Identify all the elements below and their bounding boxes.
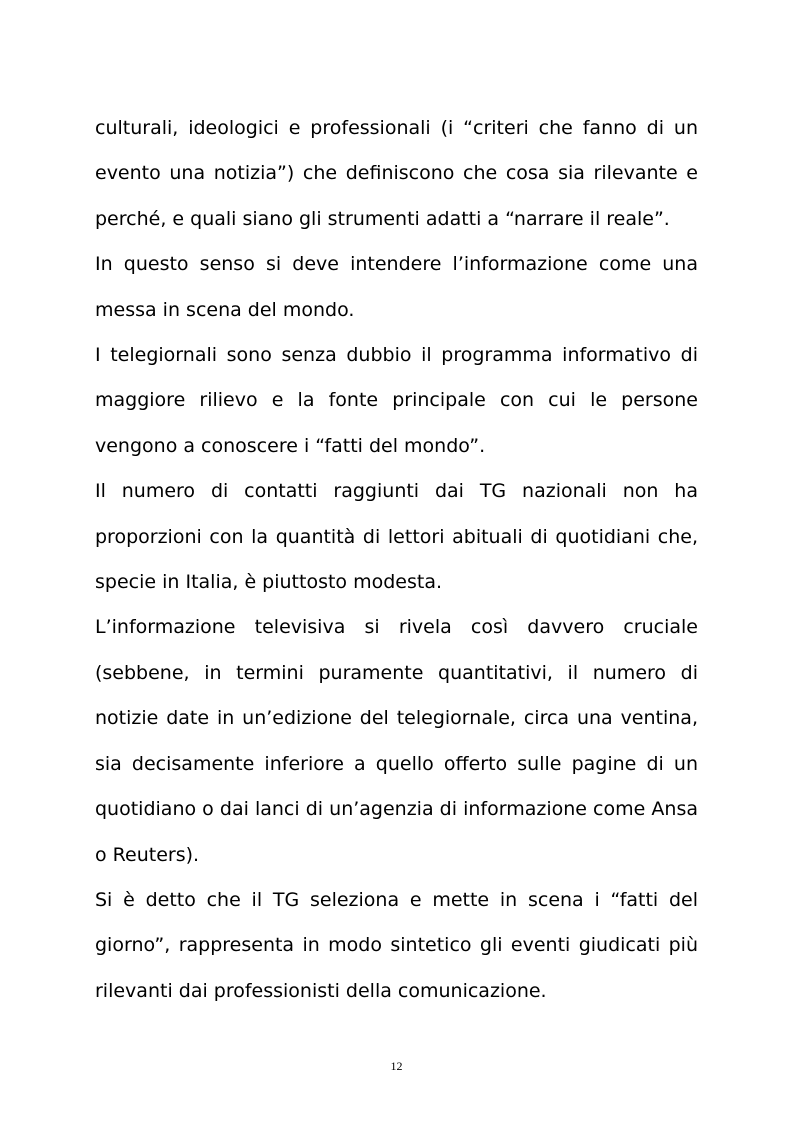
paragraph-2: In questo senso si deve intendere l’informazione come una messa in scena del mondo. <box>95 253 698 321</box>
paragraph-1: culturali, ideologici e professionali (i “criteri che fanno di un evento una notizia”) che definiscono che cosa sia rilevante e perché, e quali siano gli strumenti adatti a “narrare il reale”. <box>95 117 698 230</box>
paragraph-5: L’informazione televisiva si rivela così davvero cruciale (sebbene, in termini puramente quantitativi, il numero di notizie date in un’edizione del telegiornale, circa una ventina, sia decisamente inferiore a quello offerto sulle pagine di un quotidiano o dai lanci di un’agenzia di informazione come Ansa o Reuters). <box>95 616 698 866</box>
paragraph-4: Il numero di contatti raggiunti dai TG nazionali non ha proporzioni con la quantità di lettori abituali di quotidiani che, specie in Italia, è piuttosto modesta. <box>95 480 698 594</box>
page-number: 12 <box>390 1059 403 1073</box>
body-text <box>95 106 698 1014</box>
paragraph-6: Si è detto che il TG seleziona e mette in scena i “fatti del giorno”, rappresenta in modo sintetico gli eventi giudicati più rilevanti dai professionisti della comunicazione. <box>95 888 698 1002</box>
paragraph-3: I telegiornali sono senza dubbio il programma informativo di maggiore rilievo e la fonte principale con cui le persone vengono a conoscere i “fatti del mondo”. <box>95 344 698 457</box>
